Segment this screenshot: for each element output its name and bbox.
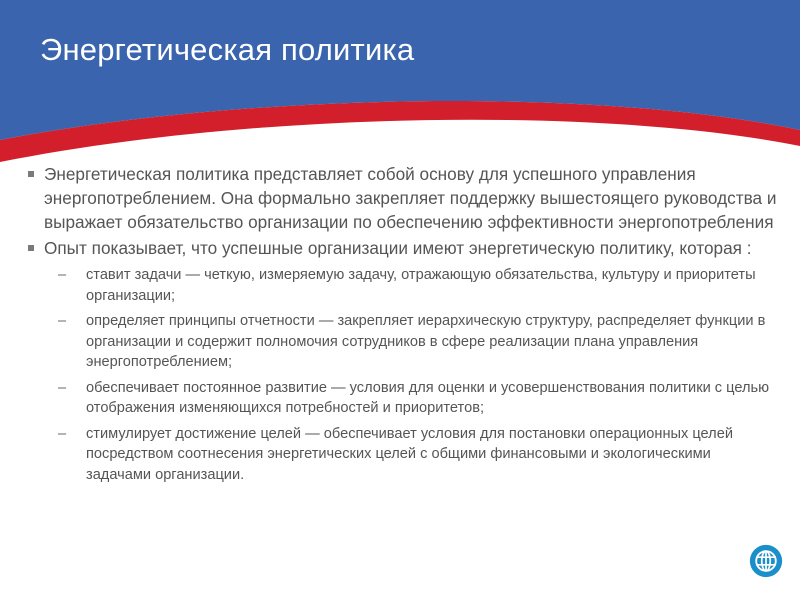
sub-bullet-item <box>28 311 778 373</box>
globe-logo-icon <box>749 544 783 578</box>
sub-bullet-item <box>28 265 778 306</box>
header-banner <box>0 0 800 180</box>
dash-icon: – <box>58 313 67 329</box>
dash-icon: – <box>58 267 67 283</box>
sub-bullet-item <box>28 424 778 486</box>
dash-icon: – <box>58 425 67 442</box>
square-bullet-icon <box>28 171 34 177</box>
sub-bullet-list <box>28 265 778 485</box>
bullet-text: Энергетическая политика представляет собой основу для успешного управления энергопотреблением. Она формально закрепляет поддержку вышестоящего руководства и выражает обязательство организации по обеспечению эффективности энергопотребления <box>44 164 777 232</box>
sub-bullet-text: обеспечивает постоянное развитие — условия для оценки и усовершенствования политики с целью отображения изменяющихся потребностей и приоритетов; <box>86 379 770 416</box>
sub-bullet-text: ставит задачи — четкую, измеряемую задачу, отражающую обязательства, культуру и приоритеты организации; <box>86 267 756 304</box>
sub-bullet-item <box>28 378 778 419</box>
bullet-item <box>28 236 778 260</box>
sub-bullet-text: определяет принципы отчетности — закрепляет иерархическую структуру, распределяет функции в организации и содержит полномочия сотрудников в сфере реализации плана управления энергопотреблением; <box>86 313 766 370</box>
sub-bullet-text: стимулирует достижение целей — обеспечивает условия для постановки операционных целей посредством соотнесения энергетических целей с общими финансовыми и экологическими задачами организации. <box>86 425 733 483</box>
slide-content <box>28 162 778 490</box>
slide-title: Энергетическая политика <box>40 32 415 67</box>
dash-icon: – <box>58 379 67 396</box>
bullet-item <box>28 162 778 234</box>
square-bullet-icon <box>28 245 34 251</box>
bullet-text: Опыт показывает, что успешные организации имеют энергетическую политику, которая : <box>44 238 752 258</box>
